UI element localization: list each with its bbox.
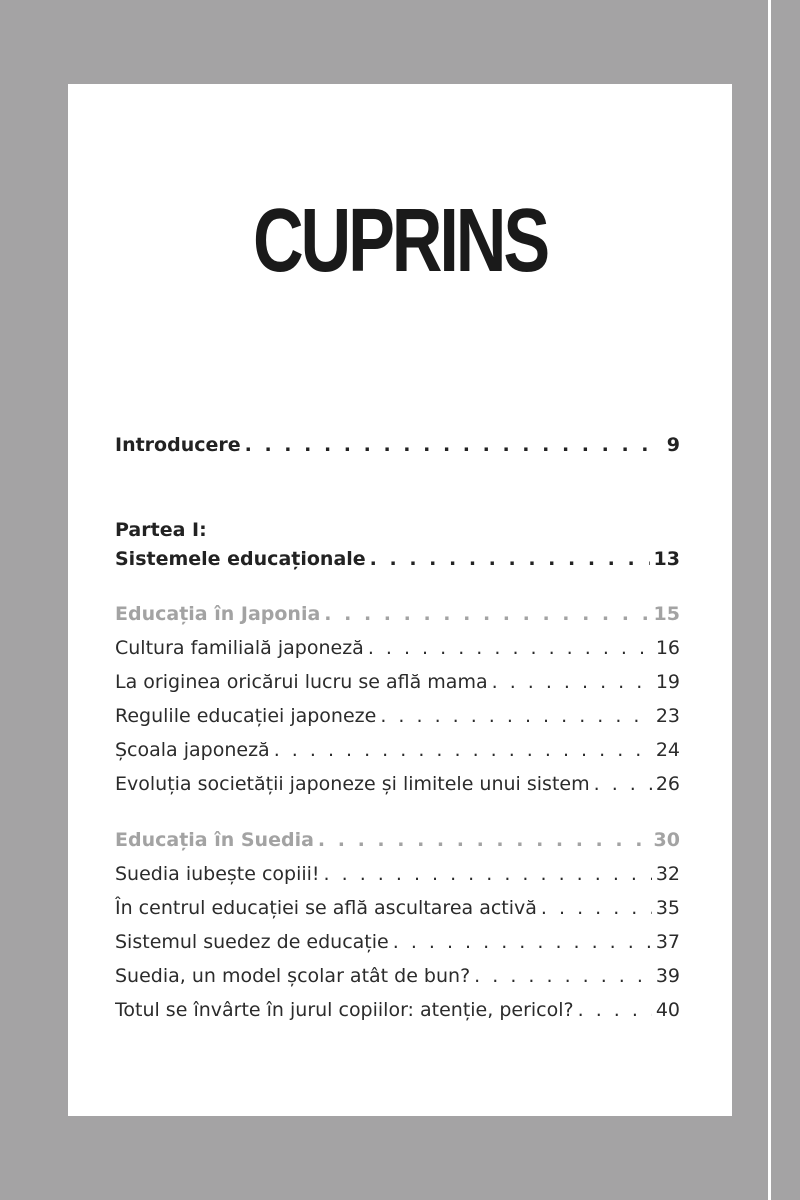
dot-leader: [324, 601, 649, 627]
toc-page-number: 26: [655, 773, 680, 795]
page-title: CUPRINS: [252, 191, 548, 291]
dot-leader: [368, 635, 652, 661]
toc-page-number: 35: [655, 897, 680, 919]
dot-leader: [245, 432, 663, 458]
toc-entry: [115, 861, 680, 887]
toc-entry-part-1: [115, 546, 680, 572]
dot-leader: [594, 771, 652, 797]
toc-page-number: 15: [653, 603, 680, 625]
toc-page-number: 37: [655, 931, 680, 953]
toc-entry-label: Introducere: [115, 434, 241, 456]
dot-leader: [492, 669, 652, 695]
dot-leader: [318, 827, 650, 853]
toc-entry-label: Regulile educației japoneze: [115, 705, 377, 727]
toc-page-number: 40: [655, 999, 680, 1021]
dot-leader: [541, 895, 652, 921]
dot-leader: [370, 546, 650, 572]
toc-entry-label: Suedia, un model școlar atât de bun?: [115, 965, 471, 987]
dot-leader: [474, 963, 652, 989]
toc-entry: [115, 737, 680, 763]
dot-leader: [274, 737, 652, 763]
toc-page-number: 16: [655, 637, 680, 659]
toc-entry-label: Totul se învârte în jurul copiilor: atenție, pericol?: [115, 999, 574, 1021]
toc-section-label: Educația în Japonia: [115, 603, 321, 625]
toc-entry-introducere: [115, 432, 680, 458]
toc-entry: [115, 997, 680, 1023]
toc-entry: [115, 895, 680, 921]
toc-page-number: 9: [666, 434, 680, 456]
toc-page-number: 32: [655, 863, 680, 885]
dot-leader: [393, 929, 652, 955]
toc-section-label: Educația în Suedia: [115, 829, 314, 851]
toc-page-number: 23: [655, 705, 680, 727]
toc-entry-label: Sistemul suedez de educație: [115, 931, 389, 953]
toc-entry-label: Evoluția societății japoneze și limitele unui sistem: [115, 773, 590, 795]
toc-section-japonia: [115, 601, 680, 627]
background-edge-line: [768, 0, 771, 1200]
toc-entry-label: Sistemele educaționale: [115, 548, 366, 570]
toc-entry: [115, 771, 680, 797]
toc-entry: [115, 929, 680, 955]
part-label: Partea I:: [115, 519, 207, 541]
toc-entry-label: Școala japoneză: [115, 739, 270, 761]
toc-page-number: 39: [655, 965, 680, 987]
toc-entry-label: Suedia iubește copiii!: [115, 863, 320, 885]
toc-entry-label: La originea oricărui lucru se află mama: [115, 671, 488, 693]
toc-entry: [115, 963, 680, 989]
dot-leader: [324, 861, 652, 887]
toc-entry: [115, 703, 680, 729]
toc-entry-label: Cultura familială japoneză: [115, 637, 364, 659]
toc-entry-label: În centrul educației se află ascultarea activă: [115, 897, 537, 919]
toc-entry: [115, 635, 680, 661]
dot-leader: [380, 703, 651, 729]
toc-entry: [115, 669, 680, 695]
toc-page-number: 19: [655, 671, 680, 693]
toc-page-number: 24: [655, 739, 680, 761]
toc-section-suedia: [115, 827, 680, 853]
toc-page-number: 13: [653, 548, 680, 570]
dot-leader: [578, 997, 652, 1023]
toc-page-number: 30: [653, 829, 680, 851]
